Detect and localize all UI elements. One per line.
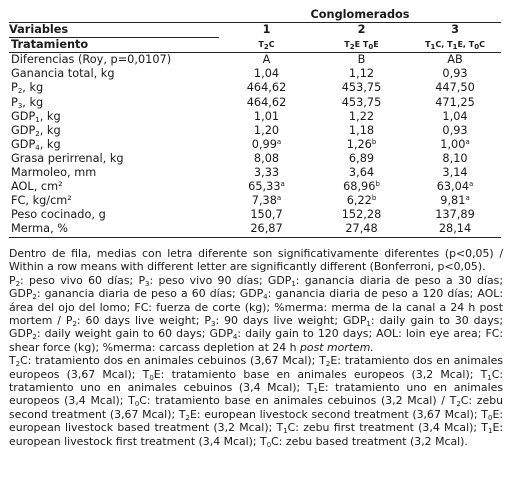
table-row — [9, 81, 501, 95]
cluster-header-row — [9, 23, 501, 38]
cell-cluster-2: 1,22 — [348, 109, 375, 123]
cell-cluster-2: 453,75 — [341, 95, 382, 109]
cell-cluster-1: 26,87 — [219, 222, 314, 237]
row-label: Grasa perirrenal, kg — [11, 151, 124, 165]
cell-cluster-2: 152,28 — [341, 208, 382, 222]
treatment-header: Tratamiento — [9, 38, 219, 53]
treatment-code: $T_2C$ — [219, 38, 314, 53]
table-row — [9, 124, 501, 138]
cell-cluster-1: 464,62 — [246, 95, 287, 109]
cluster-1-header: 1 — [262, 23, 271, 37]
cell-cluster-1: 0,99$^a$ — [251, 137, 282, 151]
group-header: Conglomerados — [219, 8, 501, 23]
cell-cluster-3: 471,25 — [435, 95, 475, 109]
cell-cluster-2: 1,26$^b$ — [346, 137, 377, 151]
cell-cluster-3: 8,10 — [442, 151, 468, 165]
cell-cluster-2: 3,64 — [348, 166, 375, 180]
treatment-code: $T_2E$ $T_0E$ — [314, 38, 409, 53]
row-label: FC, kg/cm² — [11, 194, 72, 208]
cell-cluster-2: B — [357, 53, 366, 67]
cell-cluster-2: 68,96$^b$ — [343, 180, 380, 194]
cell-cluster-2: 27,48 — [314, 222, 409, 237]
table-row — [9, 96, 501, 110]
cell-cluster-3: 1,04 — [442, 109, 468, 123]
table-row — [9, 110, 501, 124]
row-label: Marmoleo, mm — [11, 166, 97, 180]
cell-cluster-3: 1,00$^a$ — [440, 137, 470, 151]
row-label: $GDP_4$, kg — [11, 137, 61, 152]
cell-cluster-1: 65,33$^a$ — [248, 180, 285, 194]
treatment-code: $T_1C$, $T_1E$, $T_0C$ — [409, 38, 501, 53]
cell-cluster-3: AB — [447, 53, 463, 67]
results-table — [9, 8, 501, 238]
footnote-abbreviations: $P_2$: peso vivo 60 días; $P_3$: peso vivo 90 días; $GDP_1$: ganancia diaria de peso a 30 días; $GDP_2$: ganancia diaria de peso a 60 días; $GDP_4$: ganancia diaria de peso a 120 días; AOL: área del ojo del lomo; FC: fuerza de corte (kg); %merma: merma de la canal a 24 h post mortem / $P_2$: 60 days live weight; $P_3$: 90 days live weight; $GDP_1$: daily gain to 30 days; $GDP_2$: daily weight gain to 60 days; $GDP_4$: daily gain to 120 days; AOL: loin eye area; FC: shear force (kg); %merma: carcass depletion at 24 h post mortem. — [9, 273, 504, 354]
results-table-container — [9, 8, 501, 238]
cell-cluster-1: 1,01 — [253, 109, 280, 123]
footnote-treatments: $T_2C$: tratamiento dos en animales cebuinos (3,67 Mcal); $T_2E$: tratamiento dos en animales europeos (3,67 Mcal); $T_0E$: tratamiento base en animales europeos (3,2 Mcal); $T_1C$: tratamiento uno en animales cebuinos (3,4 Mcal); $T_1E$: tratamiento uno en animales europeos (3,4 Mcal); $T_0C$: tratamiento base en animales cebuinos (3,2 Mcal) / $T_2C$: zebu second treatment (3,67 Mcal); $T_2E$: european livestock second treatment (3,67 Mcal); $T_0E$: european livestock based treatment (3,2 Mcal); $T_1C$: zebu first treatment (3,4 Mcal); $T_1E$: european livestock first treatment (3,4 Mcal); $T_0C$: zebu based treatment (3,2 Mcal). — [9, 354, 504, 449]
table-row — [9, 222, 501, 237]
cell-cluster-1: 8,08 — [253, 151, 280, 165]
cell-cluster-1: 7,38$^a$ — [251, 194, 282, 208]
cluster-3-header: 3 — [451, 23, 459, 37]
table-row — [9, 208, 501, 222]
table-body — [9, 53, 501, 237]
cell-cluster-2: 1,18 — [348, 123, 375, 137]
cell-cluster-1: 464,62 — [246, 81, 287, 95]
cell-cluster-1: 3,33 — [253, 166, 280, 180]
variables-header: Variables — [9, 23, 69, 37]
cell-cluster-2: 1,12 — [348, 67, 375, 81]
table-row — [9, 152, 501, 166]
cell-cluster-3: 9,81$^a$ — [440, 194, 470, 208]
row-label: Diferencias (Roy, p=0,0107) — [11, 53, 172, 67]
table-row — [9, 166, 501, 180]
row-label: $GDP_1$, kg — [11, 109, 61, 124]
table-row — [9, 138, 501, 152]
cell-cluster-1: 150,7 — [250, 208, 283, 222]
cell-cluster-3: 0,93 — [442, 123, 468, 137]
cell-cluster-2: 453,75 — [341, 81, 382, 95]
treatment-row — [9, 38, 501, 53]
cell-cluster-3: 447,50 — [435, 81, 475, 95]
cell-cluster-2: 6,22$^b$ — [346, 194, 377, 208]
table-row — [9, 180, 501, 194]
table-row — [9, 67, 501, 81]
row-label: AOL, cm² — [11, 180, 63, 194]
cell-cluster-2: 6,89 — [348, 151, 375, 165]
cell-cluster-3: 0,93 — [442, 67, 468, 81]
table-row — [9, 53, 501, 68]
row-label: $GDP_2$, kg — [11, 123, 61, 138]
group-header-row — [9, 8, 501, 23]
row-label: Peso cocinado, g — [11, 208, 106, 222]
cluster-2-header: 2 — [357, 23, 366, 37]
row-label: Ganancia total, kg — [11, 67, 115, 81]
cell-cluster-1: 1,20 — [253, 123, 280, 137]
cell-cluster-3: 63,04$^a$ — [436, 180, 474, 194]
cell-cluster-3: 28,14 — [409, 222, 501, 237]
cell-cluster-3: 3,14 — [442, 166, 468, 180]
row-label: Merma, % — [9, 222, 219, 237]
footnote-significance: Dentro de fila, medias con letra diferente son significativamente diferentes (p<0,05) / Within a row means with different letter are significantly different (Bonferroni, p<0,05). — [9, 247, 503, 274]
cell-cluster-1: A — [262, 53, 271, 67]
row-label: $P_3$, kg — [11, 95, 44, 110]
cell-cluster-3: 137,89 — [435, 208, 475, 222]
table-footnotes — [9, 247, 503, 448]
table-row — [9, 194, 501, 208]
cell-cluster-1: 1,04 — [253, 67, 280, 81]
row-label: $P_2$, kg — [11, 81, 44, 96]
